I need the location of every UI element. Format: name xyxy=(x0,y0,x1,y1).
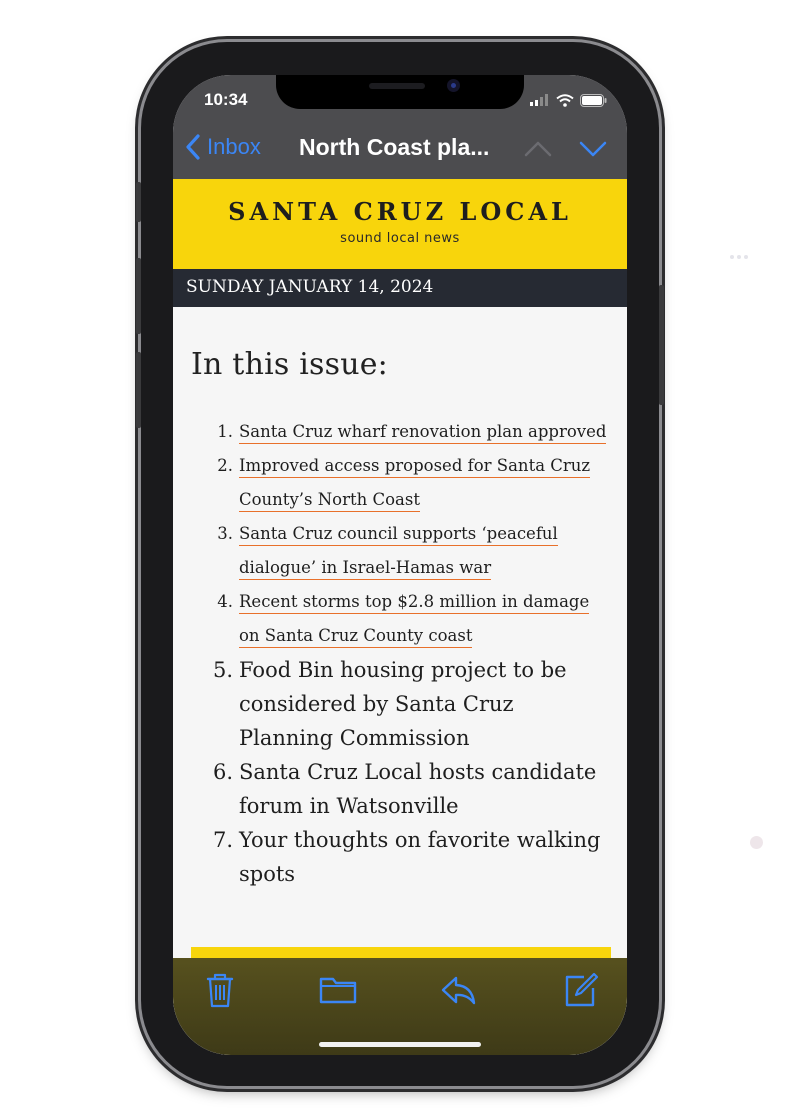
issue-list xyxy=(203,415,613,891)
article-link[interactable]: Recent storms top $2.8 million in damage on Santa Cruz County coast xyxy=(239,592,589,648)
mail-toolbar xyxy=(173,958,627,1055)
power-button xyxy=(659,285,664,405)
notch xyxy=(276,75,524,109)
item-text: Food Bin housing project to be considered by Santa Cruz Planning Commission xyxy=(239,658,567,750)
wifi-icon xyxy=(556,94,574,107)
list-item xyxy=(203,755,613,823)
item-text: Santa Cruz Local hosts candidate forum in Watsonville xyxy=(239,760,597,818)
list-item xyxy=(203,585,613,653)
front-camera xyxy=(447,79,460,92)
message-subject: North Coast pla... xyxy=(299,134,490,160)
list-item xyxy=(203,823,613,891)
back-label: Inbox xyxy=(207,134,261,159)
article-link[interactable]: Improved access proposed for Santa Cruz County’s North Coast xyxy=(239,456,590,512)
back-to-inbox-button[interactable] xyxy=(185,133,261,161)
item-number: 1. xyxy=(217,422,233,441)
phone-screen xyxy=(173,75,627,1055)
status-icons xyxy=(530,93,607,107)
reply-icon[interactable] xyxy=(439,970,479,1010)
newsletter-masthead xyxy=(173,179,627,269)
item-text: Your thoughts on favorite walking spots xyxy=(239,828,601,886)
item-number: 4. xyxy=(217,592,233,611)
chevron-left-icon xyxy=(185,133,201,161)
mute-switch xyxy=(136,182,141,222)
mail-nav-bar xyxy=(173,131,627,171)
item-number: 3. xyxy=(217,524,233,543)
folder-icon[interactable] xyxy=(318,970,358,1010)
battery-icon xyxy=(580,94,607,107)
list-item xyxy=(203,517,613,585)
issue-date: SUNDAY JANUARY 14, 2024 xyxy=(186,277,434,297)
item-number: 2. xyxy=(217,456,233,475)
next-message-chevron-down-icon[interactable] xyxy=(578,139,608,159)
signal-icon xyxy=(530,94,550,106)
previous-message-chevron-up-icon[interactable] xyxy=(523,139,553,159)
trash-icon[interactable] xyxy=(200,970,240,1010)
decorative-dots xyxy=(730,255,750,263)
date-band xyxy=(173,269,627,307)
volume-down-button xyxy=(136,352,141,428)
list-item xyxy=(203,653,613,755)
compose-icon[interactable] xyxy=(560,970,600,1010)
list-item xyxy=(203,415,613,449)
newsletter-tagline: sound local news xyxy=(340,231,460,246)
issue-heading: In this issue: xyxy=(191,347,388,382)
item-number: 5. xyxy=(212,658,233,682)
article-link[interactable]: Santa Cruz council supports ‘peaceful dialogue’ in Israel-Hamas war xyxy=(239,524,558,580)
home-indicator[interactable] xyxy=(319,1042,481,1047)
status-time: 10:34 xyxy=(204,90,248,109)
article-link[interactable]: Santa Cruz wharf renovation plan approved xyxy=(239,422,606,444)
newsletter-brand: SANTA CRUZ LOCAL xyxy=(228,197,572,226)
volume-up-button xyxy=(136,258,141,334)
list-item xyxy=(203,449,613,517)
item-number: 7. xyxy=(212,828,233,852)
newsletter-body xyxy=(173,307,627,1055)
decorative-dot xyxy=(750,836,763,849)
item-number: 6. xyxy=(212,760,233,784)
earpiece-speaker xyxy=(369,83,425,89)
